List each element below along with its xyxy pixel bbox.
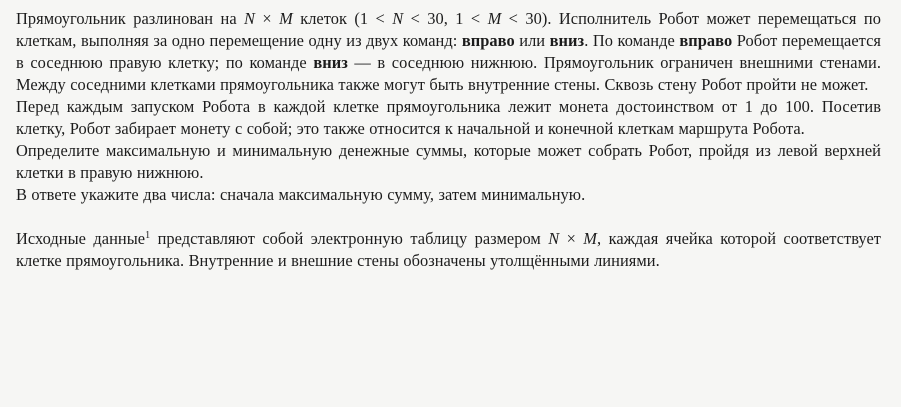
command-right: вправо [461, 31, 515, 50]
text-fragment: , каждая ячейка которой соответствует клетке прямоугольника. Внутренние и внешние стены обозначены утолщёнными линиями. [16, 229, 881, 270]
variable-m: M [583, 229, 598, 248]
variable-n: N [392, 9, 404, 28]
text-fragment: Исходные данные [16, 229, 146, 248]
task-paragraph-question: Определите максимальную и минимальную денежные суммы, которые может собрать Робот, пройдя из левой верхней клетки в правую нижнюю. [16, 141, 881, 182]
times-sign: × [255, 9, 280, 28]
variable-n: N [244, 9, 256, 28]
command-right: вправо [679, 31, 733, 50]
task-paragraph-answer-format: В ответе укажите два числа: сначала максимальную сумму, затем минимальную. [16, 185, 586, 204]
text-fragment: . По команде [584, 31, 680, 50]
command-down: вниз [313, 53, 348, 72]
text-fragment: — в соседнюю нижнюю. Прямоугольник ограничен внешними стенами. Между соседними клетками прямоугольника также могут быть внутренние стены. Сквозь стену Робот пройти не может. [16, 53, 881, 94]
footnote-marker: 1 [145, 230, 151, 241]
times-sign: × [559, 229, 584, 248]
variable-m: M [487, 9, 502, 28]
text-fragment: Прямоугольник разлинован на [16, 9, 245, 28]
variable-n: N [548, 229, 560, 248]
text-fragment: Робот перемещается в соседнюю правую клетку; по команде [16, 31, 881, 72]
paragraph-spacer [16, 206, 881, 228]
command-down: вниз [549, 31, 585, 50]
variable-m: M [279, 9, 293, 28]
text-fragment: < 30, 1 < [403, 9, 488, 28]
task-paragraph-coins: Перед каждым запуском Робота в каждой клетке прямоугольника лежит монета достоинством от 1 до 100. Посетив клетку, Робот забирает монету с собой; это также относится к начальной и конечной клеткам маршрута Робота. [16, 97, 881, 138]
text-fragment: < 30). Исполнитель Робот может перемещаться по клеткам, выполняя за одно перемещение одну из двух команд: [16, 9, 881, 50]
text-fragment: клеток (1 < [292, 9, 393, 28]
text-fragment: или [514, 31, 550, 50]
task-paragraph-input-data [16, 228, 881, 272]
task-paragraph-conditions [16, 8, 881, 96]
text-fragment: представляют собой электронную таблицу размером [150, 229, 549, 248]
